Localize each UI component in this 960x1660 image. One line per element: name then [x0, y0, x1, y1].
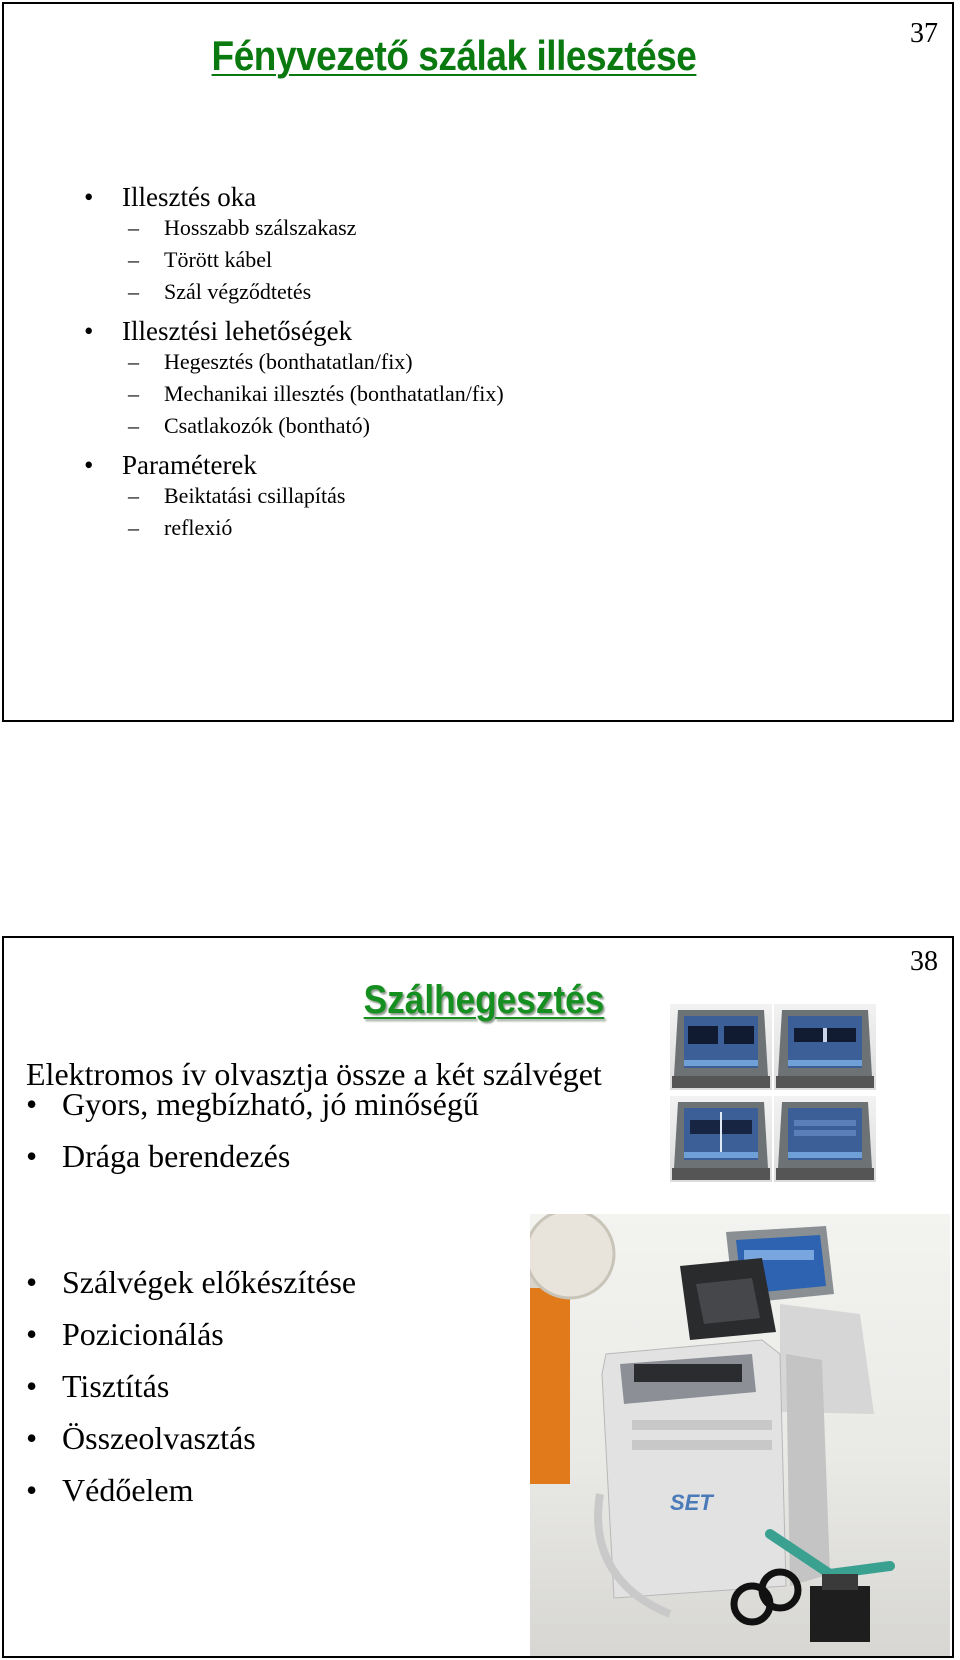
- sub-bullet-item: – reflexió: [84, 512, 504, 544]
- bullet-item: • Védőelem: [26, 1464, 356, 1516]
- bullet-item: • Tisztítás: [26, 1360, 356, 1412]
- bullet-item: • Szálvégek előkészítése: [26, 1256, 356, 1308]
- slide-title: Fényvezető szálak illesztése: [211, 32, 697, 79]
- slide-title: Szálhegesztés: [363, 978, 605, 1022]
- bullet-item: • Paraméterek: [84, 450, 504, 480]
- sub-bullet-item: – Beiktatási csillapítás: [84, 480, 504, 512]
- bullet-item: • Összeolvasztás: [26, 1412, 356, 1464]
- sub-bullet-item: – Hosszabb szálszakasz: [84, 212, 504, 244]
- splicer-screen-photo-1: [670, 1004, 772, 1090]
- bullet-item: • Illesztés oka: [84, 182, 504, 212]
- splicer-screen-photo-2: [774, 1004, 876, 1090]
- fusion-splicer-photo: [530, 1214, 950, 1658]
- bullet-item: • Gyors, megbízható, jó minőségű: [26, 1078, 479, 1130]
- brand-logo: SET: [670, 1490, 713, 1515]
- bullet-list-bottom: [26, 1256, 356, 1516]
- sub-bullet-item: – Szál végződtetés: [84, 276, 504, 308]
- splicer-screen-photo-4: [774, 1096, 876, 1182]
- sub-bullet-item: – Mechanikai illesztés (bonthatatlan/fix): [84, 378, 504, 410]
- bullet-list-top: [26, 1078, 479, 1182]
- sub-bullet-item: – Hegesztés (bonthatatlan/fix): [84, 346, 504, 378]
- lead-text: Elektromos ív olvasztja össze a két szálvéget: [26, 1056, 602, 1092]
- page-number: 38: [910, 946, 938, 977]
- slide-37: [2, 2, 954, 722]
- sub-bullet-item: – Törött kábel: [84, 244, 504, 276]
- bullet-item: • Drága berendezés: [26, 1130, 479, 1182]
- slide-38: [2, 936, 954, 1658]
- bullet-item: • Illesztési lehetőségek: [84, 316, 504, 346]
- outline-list: [84, 174, 504, 544]
- sub-bullet-item: – Csatlakozók (bontható): [84, 410, 504, 442]
- page-number: 37: [910, 18, 938, 49]
- splicer-screen-photo-3: [670, 1096, 772, 1182]
- bullet-item: • Pozicionálás: [26, 1308, 356, 1360]
